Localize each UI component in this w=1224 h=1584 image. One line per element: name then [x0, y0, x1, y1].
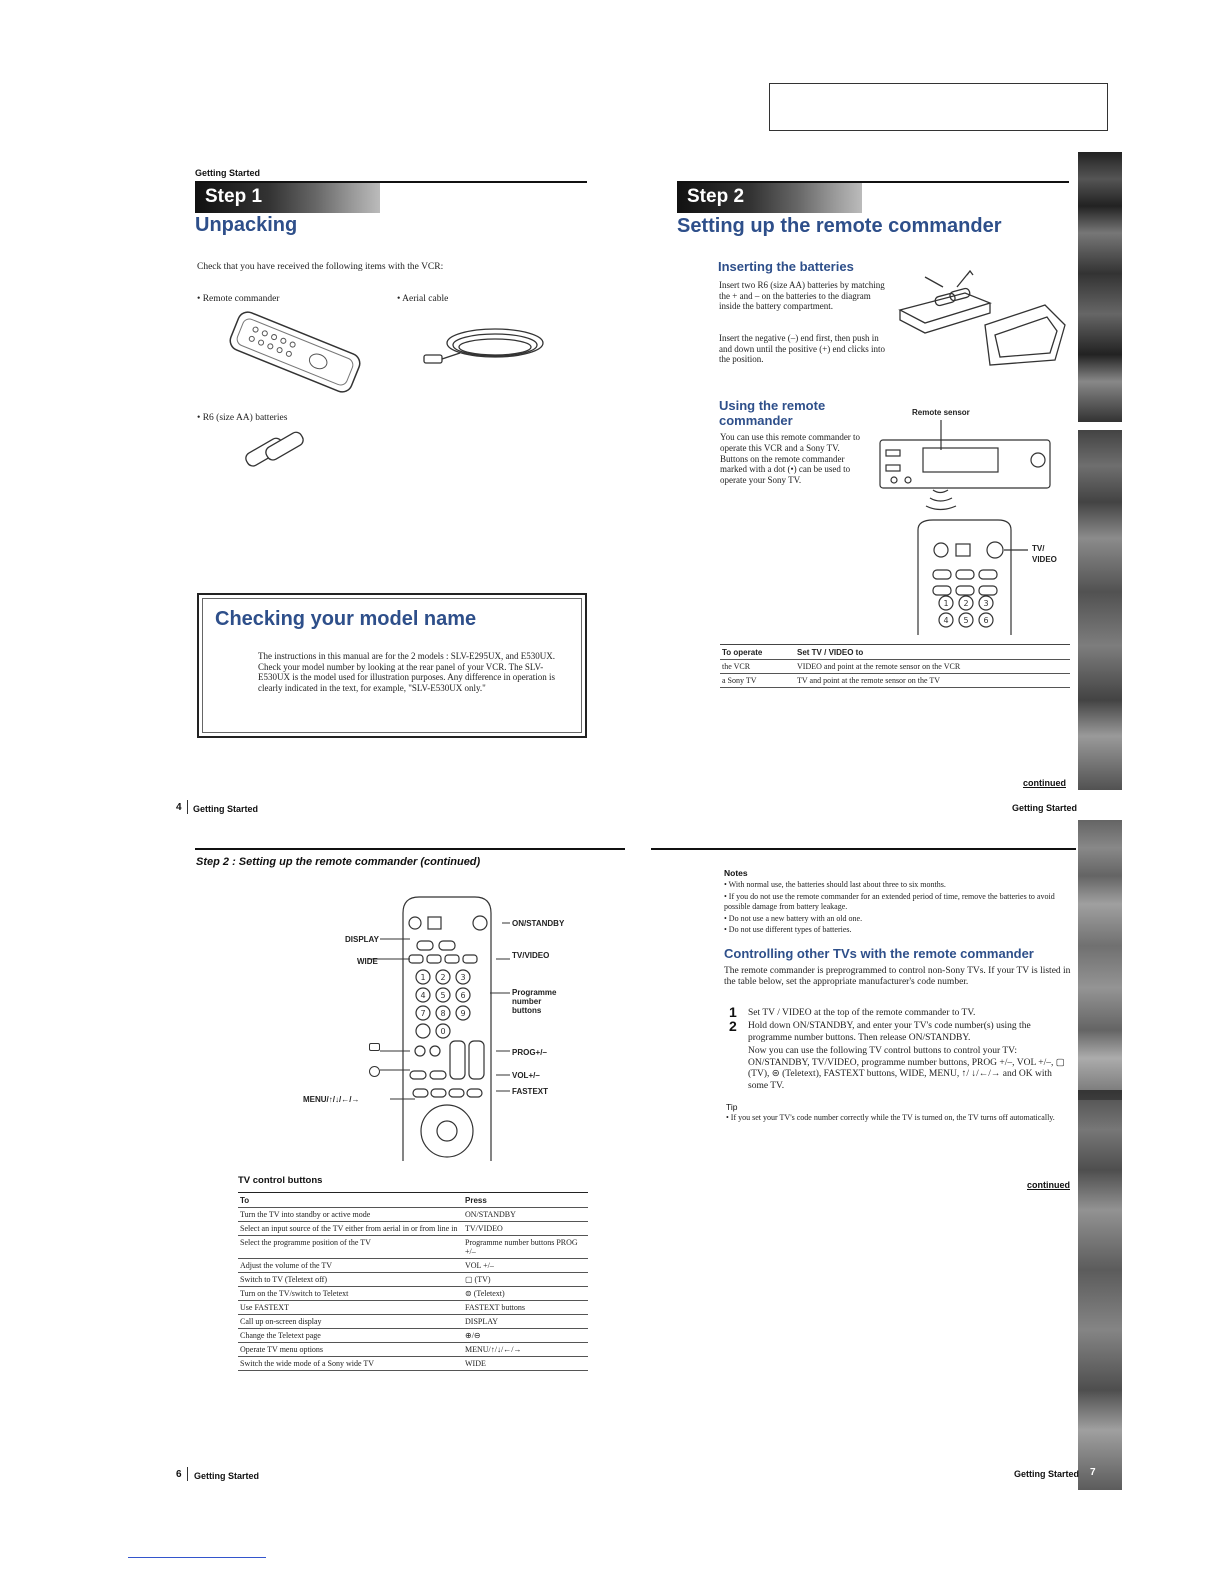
step2-bar: Step 2 — [677, 183, 862, 213]
footer-section: Getting Started — [193, 804, 259, 814]
side-tab-strip — [1078, 152, 1122, 422]
section-label: Getting Started — [195, 168, 261, 178]
svg-text:1: 1 — [420, 973, 426, 982]
step1-bar: Step 1 — [195, 183, 380, 213]
page-number: 4 — [176, 802, 182, 813]
label-programme-number: Programme number buttons — [512, 988, 557, 1015]
section-heading: Step 2 : Setting up the remote commander (continued) — [196, 856, 481, 868]
page-title: Setting up the remote commander — [677, 215, 1002, 237]
page-number: 7 — [1090, 1467, 1096, 1478]
item-remote: • Remote commander — [197, 294, 280, 304]
tv-control-table — [238, 1194, 588, 1371]
continued-label: continued — [1023, 778, 1066, 788]
table-row: the VCR VIDEO and point at the remote sensor on the VCR — [720, 660, 1070, 674]
bottom-rule — [128, 1557, 266, 1558]
label-vol: VOL+/– — [512, 1071, 540, 1080]
note-item: • If you do not use the remote commander for an extended period of time, remove the batteries to avoid possible damage from battery leakage. — [724, 892, 1055, 911]
svg-text:9: 9 — [460, 1009, 466, 1018]
tv-icon — [369, 1043, 380, 1051]
remote-commander-illustration — [220, 310, 370, 395]
footer-section: Getting Started — [1014, 1469, 1080, 1479]
side-tab-strip — [1078, 820, 1122, 1100]
svg-text:5: 5 — [440, 991, 446, 1000]
svg-text:2: 2 — [963, 599, 969, 608]
remote-sensor-label: Remote sensor — [912, 408, 970, 417]
label-tv-video: TV/VIDEO — [512, 951, 550, 960]
footer-section: Getting Started — [1012, 803, 1078, 813]
tip-title: Tip — [726, 1102, 738, 1112]
svg-text:3: 3 — [983, 599, 989, 608]
col-header: To — [238, 1194, 463, 1208]
label-display: DISPLAY — [345, 935, 379, 944]
table-row: Switch to TV (Teletext off) ▢ (TV) — [238, 1273, 588, 1287]
controlling-heading: Controlling other TVs with the remote commander — [724, 946, 1034, 961]
svg-text:4: 4 — [943, 616, 949, 625]
table-row: Turn the TV into standby or active mode ON/STANDBY — [238, 1208, 588, 1222]
intro-text: Check that you have received the following items with the VCR: — [197, 262, 444, 272]
note-item: • Do not use different types of batteries. — [724, 925, 852, 934]
table-title: TV control buttons — [238, 1175, 323, 1186]
item-aerial: • Aerial cable — [397, 294, 449, 304]
table-row: Change the Teletext page ⊕/⊖ — [238, 1329, 588, 1343]
table-row: Adjust the volume of the TV VOL +/– — [238, 1259, 588, 1273]
teletext-icon — [369, 1066, 380, 1077]
col-header: To operate — [720, 646, 795, 660]
table-row: Call up on-screen display DISPLAY — [238, 1315, 588, 1329]
continued-label: continued — [1027, 1180, 1070, 1190]
svg-text:0: 0 — [440, 1027, 446, 1036]
col-header: Press — [463, 1194, 588, 1208]
page-number: 5 — [1084, 801, 1090, 812]
table-row: a Sony TV TV and point at the remote sensor on the TV — [720, 674, 1070, 688]
side-tab-strip — [1078, 430, 1122, 790]
svg-text:5: 5 — [963, 616, 969, 625]
table-row: Select an input source of the TV either from aerial in or from line in TV/VIDEO — [238, 1222, 588, 1236]
svg-text:7: 7 — [420, 1009, 426, 1018]
table-row: Turn on the TV/switch to Teletext ⊜ (Teletext) — [238, 1287, 588, 1301]
tv-video-label: TV/ VIDEO — [1032, 544, 1057, 564]
notes-title: Notes — [724, 868, 748, 878]
inserting-p2: Insert the negative (–) end first, then push in and down until the positive (+) end clicks into the position. — [719, 333, 886, 364]
label-fastext: FASTEXT — [512, 1087, 549, 1096]
table-row: Operate TV menu options MENU/↑/↓/←/→ — [238, 1343, 588, 1357]
svg-text:8: 8 — [440, 1009, 446, 1018]
header-empty-box — [769, 83, 1108, 131]
model-box-title: Checking your model name — [215, 608, 477, 630]
note-item: • With normal use, the batteries should last about three to six months. — [724, 880, 946, 889]
label-on-standby: ON/STANDBY — [512, 919, 565, 928]
svg-text:2: 2 — [440, 973, 446, 982]
step-number: 1 — [729, 1004, 737, 1020]
svg-text:6: 6 — [460, 991, 466, 1000]
operate-table — [720, 646, 1070, 688]
using-heading: Using the remote commander — [719, 398, 826, 428]
vcr-remote-illustration — [878, 420, 1063, 635]
svg-text:4: 4 — [420, 991, 426, 1000]
battery-insertion-illustration — [895, 265, 1070, 370]
svg-text:3: 3 — [460, 973, 466, 982]
using-text: You can use this remote commander to operate this VCR and a Sony TV. Buttons on the remote commander marked with a dot (•) can be used to operate your Sony TV. — [720, 432, 861, 486]
page-number: 6 — [176, 1469, 182, 1480]
table-row: Switch the wide mode of a Sony wide TV WIDE — [238, 1357, 588, 1371]
label-wide: WIDE — [357, 957, 378, 966]
step-text-more: Now you can use the following TV control buttons to control your TV: ON/STANDBY, TV/VIDEO, programme number buttons, PROG +/–, VOL +/–, ▢ (TV), ⊜ (Teletext), FASTEXT buttons, WIDE, MENU, ↑/ ↓/←/→ and OK with some TV. — [748, 1046, 1065, 1091]
page-title: Unpacking — [195, 214, 298, 236]
col-header: Set TV / VIDEO to — [795, 646, 1070, 660]
side-tab-strip — [1078, 1090, 1122, 1490]
item-batteries: • R6 (size AA) batteries — [197, 413, 288, 423]
divider — [651, 848, 1076, 850]
step-text: Hold down ON/STANDBY, and enter your TV's code number(s) using the programme number buttons. Then release ON/STANDBY. — [748, 1021, 1031, 1043]
batteries-illustration — [240, 425, 310, 470]
table-row: Select the programme position of the TV Programme number buttons PROG +/– — [238, 1236, 588, 1259]
step-text: Set TV / VIDEO at the top of the remote commander to TV. — [748, 1008, 976, 1018]
footer-section: Getting Started — [194, 1471, 260, 1481]
model-box-body: The instructions in this manual are for the 2 models : SLV-E295UX, and E530UX. Check your model number by looking at the rear panel of your VCR. The SLV-E530UX is the model used for illustration purposes. Any difference in operation is clearly indicated in the text, for example, "SLV-E530UX only." — [258, 651, 556, 693]
tip-text: • If you set your TV's code number correctly while the TV is turned on, the TV turns off automatically. — [726, 1113, 1055, 1122]
inserting-heading: Inserting the batteries — [718, 259, 854, 274]
note-item: • Do not use a new battery with an old one. — [724, 914, 863, 923]
table-row: Use FASTEXT FASTEXT buttons — [238, 1301, 588, 1315]
label-menu: MENU/↑/↓/←/→ — [303, 1095, 360, 1104]
step-number: 2 — [729, 1018, 737, 1034]
divider — [195, 848, 625, 850]
svg-text:1: 1 — [943, 599, 949, 608]
svg-text:6: 6 — [983, 616, 989, 625]
aerial-cable-illustration — [420, 315, 550, 375]
inserting-p1: Insert two R6 (size AA) batteries by matching the + and – on the batteries to the diagram inside the battery compartment. — [719, 280, 885, 311]
controlling-intro: The remote commander is preprogrammed to control non-Sony TVs. If your TV is listed in the table below, set the appropriate manufacturer's code number. — [724, 966, 1071, 987]
label-prog: PROG+/– — [512, 1048, 547, 1057]
